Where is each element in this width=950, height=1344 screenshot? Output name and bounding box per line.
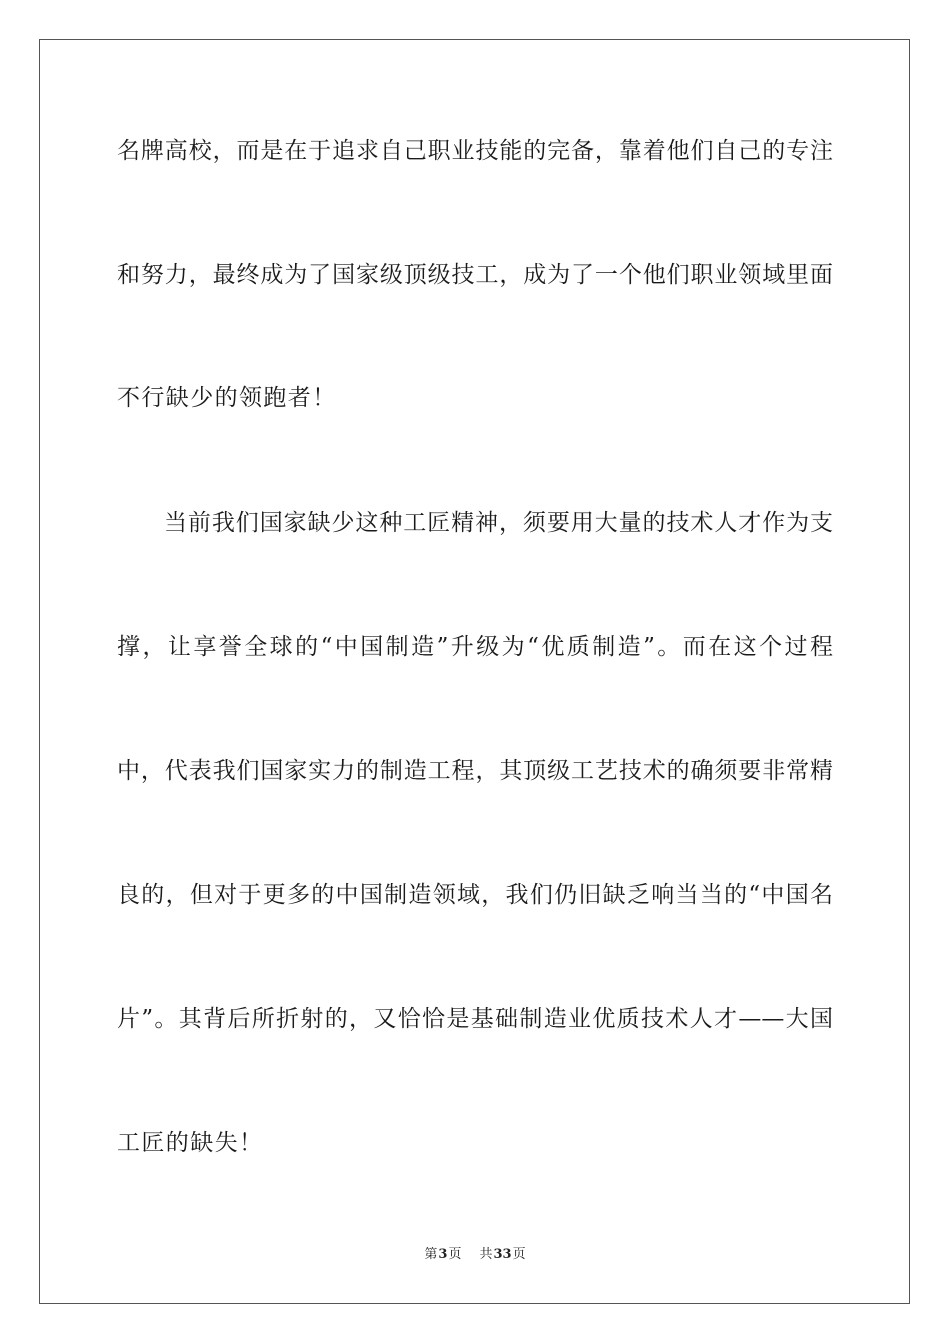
page-footer: [0, 1246, 950, 1264]
paragraph-line-9: 工匠的缺失！: [117, 1130, 264, 1156]
page-suffix: 页: [448, 1247, 462, 1262]
paragraph-line-8: 片”。其背后所折射的，又恰恰是基础制造业优质技术人才——大国: [117, 1006, 833, 1032]
total-prefix: 共: [479, 1247, 493, 1262]
paragraph-line-5: 撑，让享誉全球的“中国制造”升级为“优质制造”。而在这个过程: [117, 634, 833, 660]
page-number: 3: [438, 1247, 448, 1262]
page-prefix: 第: [424, 1247, 438, 1262]
paragraph-line-1: 名牌高校，而是在于追求自己职业技能的完备，靠着他们自己的专注: [117, 138, 833, 164]
paragraph-line-4: 当前我们国家缺少这种工匠精神，须要用大量的技术人才作为支: [164, 510, 833, 536]
paragraph-line-6: 中，代表我们国家实力的制造工程，其顶级工艺技术的确须要非常精: [117, 758, 833, 784]
paragraph-line-7: 良的，但对于更多的中国制造领域，我们仍旧缺乏响当当的“中国名: [117, 882, 833, 908]
total-pages: 33: [493, 1247, 512, 1262]
paragraph-line-2: 和努力，最终成为了国家级顶级技工，成为了一个他们职业领域里面: [117, 262, 833, 288]
paragraph-line-3: 不行缺少的领跑者！: [117, 385, 337, 411]
total-suffix: 页: [512, 1247, 526, 1262]
page-border: [39, 39, 910, 1304]
